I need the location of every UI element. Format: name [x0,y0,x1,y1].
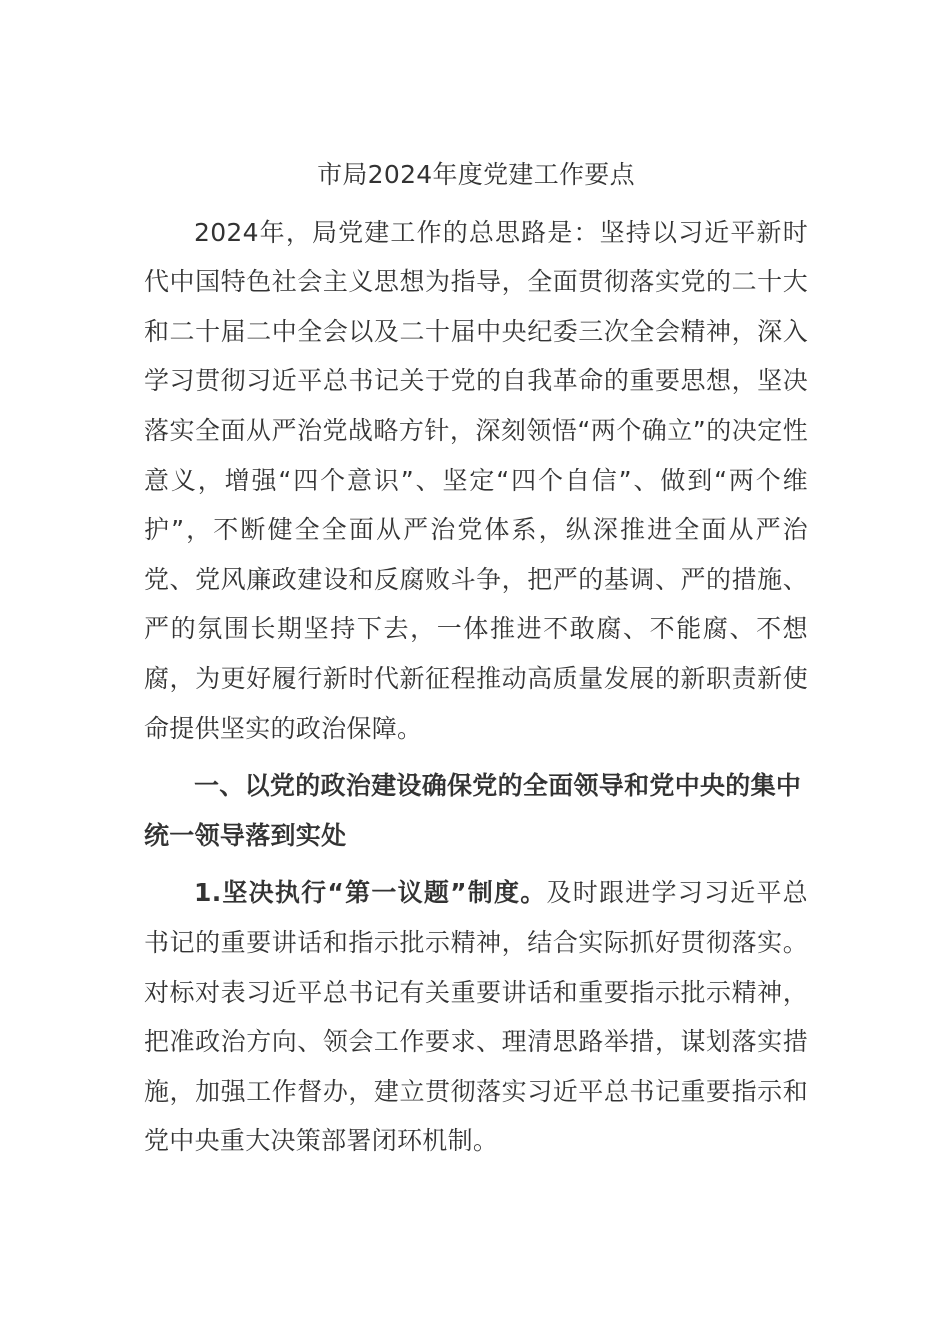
item-body-1: 及时跟进学习习近平总书记的重要讲话和指示批示精神，结合实际抓好贯彻落实。对标对表习近平总书记有关重要讲话和重要指示批示精神，把准政治方向、领会工作要求、理清思路举措，谋划落实措施，加强工作督办，建立贯彻落实习近平总书记重要指示和党中央重大决策部署闭环机制。 [144,878,808,1156]
document-title: 市局2024年度党建工作要点 [317,160,635,189]
intro-paragraph: 2024年，局党建工作的总思路是：坚持以习近平新时代中国特色社会主义思想为指导，全面贯彻落实党的二十大和二十届二中全会以及二十届中央纪委三次全会精神，深入学习贯彻习近平总书记关于党的自我革命的重要思想，坚决落实全面从严治党战略方针，深刻领悟“两个确立”的决定性意义，增强“四个意识”、坚定“四个自信”、做到“两个维护”，不断健全全面从严治党体系，纵深推进全面从严治党、党风廉政建设和反腐败斗争，把严的基调、严的措施、严的氛围长期坚持下去，一体推进不敢腐、不能腐、不想腐，为更好履行新时代新征程推动高质量发展的新职责新使命提供坚实的政治保障。 [144,217,808,743]
item-paragraph-1 [144,868,808,1166]
item-lead-1: 1.坚决执行“第一议题”制度。 [194,878,547,908]
section-heading-1: 一、以党的政治建设确保党的全面领导和党中央的集中统一领导落到实处 [144,771,802,850]
document-body [144,150,808,1174]
